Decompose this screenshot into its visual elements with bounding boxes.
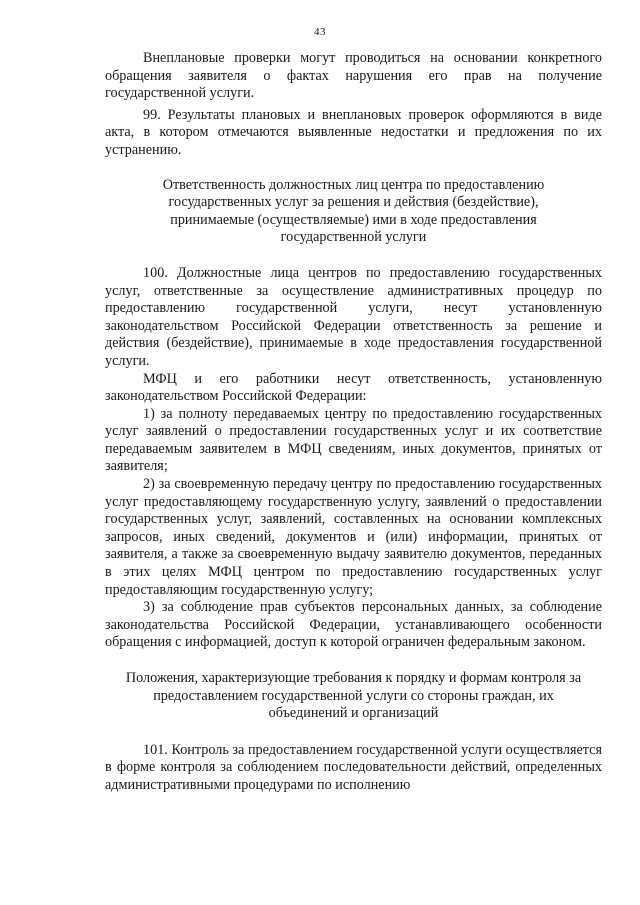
paragraph-98-continuation: Внеплановые проверки могут проводиться на основании конкретного обращения заявителя о фактах нарушения его прав на получение государственной услуги. bbox=[105, 50, 602, 102]
document-body bbox=[105, 50, 602, 795]
list-item-1: 1) за полноту передаваемых центру по предоставлению государственных услуг заявлений о предоставлении государственных услуг и их соответствие передаваемым заявителем в МФЦ сведениям, иных документов, принятых от заявителя; bbox=[105, 405, 602, 475]
page-number: 43 bbox=[314, 26, 326, 38]
paragraph-101: 101. Контроль за предоставлением государственной услуги осуществляется в форме контроля за соблюдением последовательности действий, определенных административными процедурами по исполнению bbox=[105, 741, 602, 793]
section-heading-control: Положения, характеризующие требования к порядку и формам контроля за предоставлением государственной услуги со стороны граждан, их объединений и организаций bbox=[125, 670, 582, 722]
list-item-3: 3) за соблюдение прав субъектов персональных данных, за соблюдение законодательства Российской Федерации, устанавливающего особенности обращения с информацией, доступ к которой ограничен федеральным законом. bbox=[105, 599, 602, 651]
paragraph-100: 100. Должностные лица центров по предоставлению государственных услуг, ответственные за осуществление административных процедур по предоставлению государственной услуги, несут установленную законодательством Российской Федерации ответственность за решение и действия (бездействие), принимаемые в ходе предоставления государственной услуги. bbox=[105, 264, 602, 369]
list-item-2: 2) за своевременную передачу центру по предоставлению государственных услуг предоставляющему государственную услугу, заявлений о предоставлении государственных услуг, заявлений, составленных на основании комплексных запросов, иных сведений, документов и (или) информации, принятых от заявителя, а также за своевременную выдачу заявителю документов, переданных в этих целях МФЦ центром по предоставлению государственных услуг предоставляющим государственную услугу; bbox=[105, 476, 602, 598]
paragraph-99: 99. Результаты плановых и внеплановых проверок оформляются в виде акта, в котором отмечаются выявленные недостатки и предложения по их устранению. bbox=[105, 106, 602, 158]
section-heading-responsibility: Ответственность должностных лиц центра по предоставлению государственных услуг за решения и действия (бездействие), принимаемые (осуществляемые) ими в ходе предоставления государственной услуги bbox=[162, 176, 545, 246]
paragraph-100-mfc: МФЦ и его работники несут ответственность, установленную законодательством Российской Федерации: bbox=[105, 370, 602, 405]
